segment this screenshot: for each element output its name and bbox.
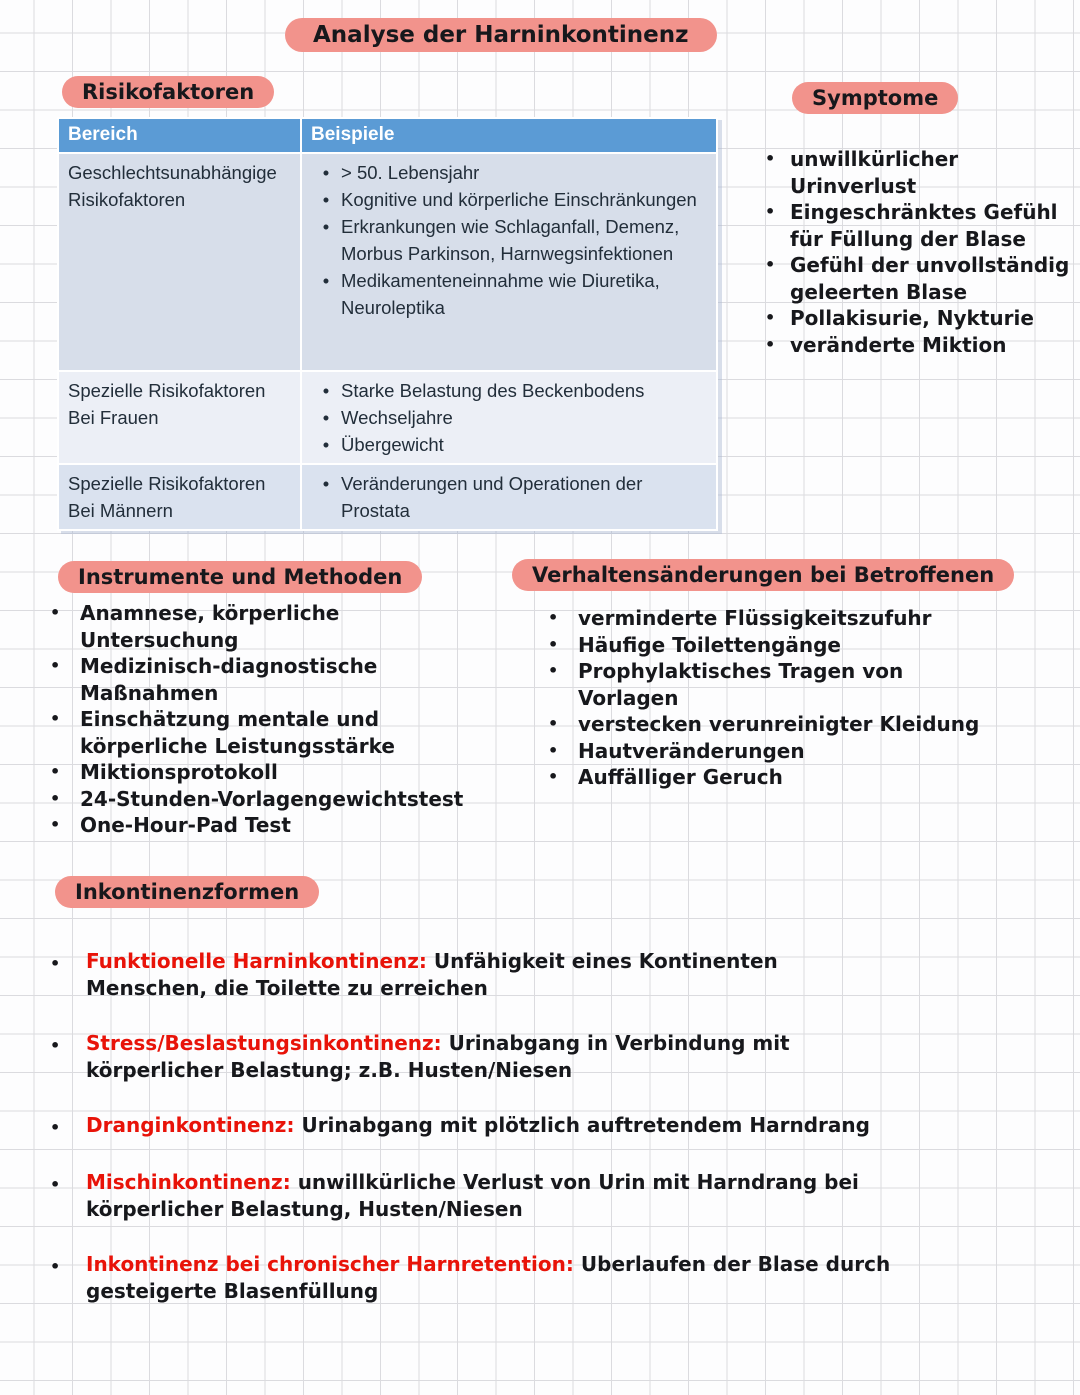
table-bullet: • Medikamenteneinnahme wie Diuretika, Neuroleptika [322, 270, 660, 318]
risk-factors-heading: Risikofaktoren [62, 76, 274, 108]
definition-item: • Inkontinenz bei chronischer Harnretention: Uberlaufen der Blase durch gesteigerte Blasenfüllung [50, 1252, 891, 1303]
term-definition: Urinabgang mit plötzlich auftretendem Harndrang [301, 1113, 870, 1137]
bereich-cell: Spezielle Risikofaktoren Bei Männern [59, 465, 300, 529]
list-item: • Medizinisch-diagnostische Maßnahmen [50, 654, 378, 705]
definition-item: • Dranginkontinenz: Urinabgang mit plötzlich auftretendem Harndrang [50, 1113, 870, 1137]
list-item: • Gefühl der unvollständig geleerten Blase [765, 253, 1070, 304]
symptoms-heading: Symptome [792, 82, 958, 114]
incontinence-types-heading: Inkontinenzformen [55, 876, 319, 908]
table-bullet: • Übergewicht [322, 434, 444, 455]
list-item: • Einschätzung mentale und körperliche Leistungsstärke [50, 707, 395, 758]
list-item: • 24-Stunden-Vorlagengewichtstest [50, 786, 464, 811]
behavior-changes-list [540, 605, 980, 791]
table-bullet: • Erkrankungen wie Schlaganfall, Demenz, Morbus Parkinson, Harnwegsinfektionen [322, 216, 680, 264]
table-header-row [59, 119, 716, 152]
term-definition: Uberlaufen der Blase durch gesteigerte Blasenfüllung [86, 1252, 891, 1303]
table-bullet: • Veränderungen und Operationen der Prostata [322, 473, 643, 521]
instruments-list [42, 600, 478, 839]
list-item: • Prophylaktisches Tragen von Vorlagen [548, 659, 904, 710]
list-item: • Pollakisurie, Nykturie [765, 306, 1034, 330]
definition-item: • Stress/Beslastungsinkontinenz: Urinabgang in Verbindung mit körperlicher Belastung; z.B. Husten/Niesen [50, 1031, 790, 1082]
bereich-cell: Geschlechtsunabhängige Risikofaktoren [59, 154, 300, 370]
term-label: Mischinkontinenz: [86, 1170, 291, 1194]
table-bullet: • Wechseljahre [322, 407, 453, 428]
list-item: • Eingeschränktes Gefühl für Füllung der Blase [765, 200, 1058, 251]
list-item: • unwillkürlicher Urinverlust [765, 147, 959, 198]
list-item: • Hautveränderungen [548, 738, 805, 763]
table-row [59, 465, 716, 529]
risk-factors-table [57, 117, 718, 531]
beispiele-cell [302, 154, 716, 370]
term-label: Funktionelle Harninkontinenz: [86, 949, 427, 973]
definition-item: • Mischinkontinenz: unwillkürliche Verlust von Urin mit Harndrang bei körperlicher Belastung, Husten/Niesen [50, 1170, 859, 1221]
table-row [59, 372, 716, 463]
instruments-heading: Instrumente und Methoden [58, 561, 422, 593]
column-header-beispiele: Beispiele [302, 119, 716, 152]
list-item: • Auffälliger Geruch [548, 765, 783, 789]
table-row [59, 154, 716, 370]
table-bullet: • Starke Belastung des Beckenbodens [322, 380, 645, 401]
column-header-bereich: Bereich [59, 119, 300, 152]
list-item: • Miktionsprotokoll [50, 760, 278, 784]
table-bullet: • > 50. Lebensjahr [322, 162, 480, 183]
beispiele-cell [302, 465, 716, 529]
list-item: • verstecken verunreinigter Kleidung [548, 712, 980, 736]
term-definition: unwillkürliche Verlust von Urin mit Harndrang bei körperlicher Belastung, Husten/Niesen [86, 1170, 859, 1221]
definition-item: • Funktionelle Harninkontinenz: Unfähigkeit eines Kontinenten Menschen, die Toilette zu erreichen [50, 949, 778, 1000]
list-item: • veränderte Miktion [765, 332, 1007, 357]
symptoms-list [757, 146, 1075, 358]
incontinence-types-list [42, 948, 902, 1333]
beispiele-cell [302, 372, 716, 463]
bereich-cell: Spezielle Risikofaktoren Bei Frauen [59, 372, 300, 463]
term-definition: Urinabgang in Verbindung mit körperlicher Belastung; z.B. Husten/Niesen [86, 1031, 790, 1082]
table-bullet: • Kognitive und körperliche Einschränkungen [322, 189, 697, 210]
list-item: • Häufige Toilettengänge [548, 632, 841, 657]
list-item: • One-Hour-Pad Test [50, 813, 291, 837]
term-definition: Unfähigkeit eines Kontinenten Menschen, die Toilette zu erreichen [86, 949, 778, 1000]
term-label: Stress/Beslastungsinkontinenz: [86, 1031, 442, 1055]
term-label: Dranginkontinenz: [86, 1113, 295, 1137]
list-item: • verminderte Flüssigkeitszufuhr [548, 606, 932, 630]
behavior-changes-heading: Verhaltensänderungen bei Betroffenen [512, 559, 1014, 591]
list-item: • Anamnese, körperliche Untersuchung [50, 601, 340, 652]
term-label: Inkontinenz bei chronischer Harnretention: [86, 1252, 574, 1276]
page-title: Analyse der Harninkontinenz [285, 18, 717, 52]
